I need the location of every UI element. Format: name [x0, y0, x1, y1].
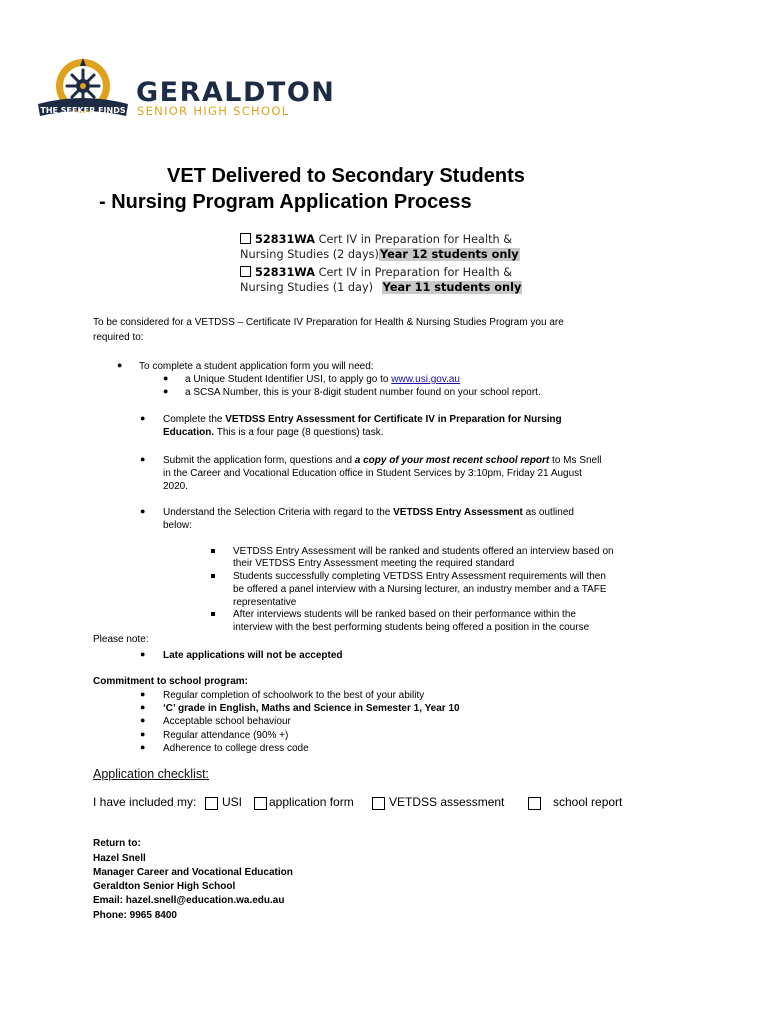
- note-item: Late applications will not be accepted: [163, 650, 343, 661]
- return-school: Geraldton Senior High School: [93, 881, 236, 892]
- usi-link[interactable]: www.usi.gov.au: [391, 374, 460, 385]
- bullet-icon: ●: [140, 454, 146, 464]
- criterion-1: VETDSS Entry Assessment will be ranked and students offered an interview based on: [233, 546, 614, 557]
- vetdss-assessment-checkbox[interactable]: [372, 797, 385, 810]
- step-3-line3: 2020.: [163, 481, 189, 492]
- usi-option-label: USI: [222, 795, 243, 809]
- step-2: Complete the VETDSS Entry Assessment for Certificate IV in Preparation for Nursing: [163, 414, 562, 425]
- criterion-3: After interviews students will be ranked based on their performance within the: [233, 609, 576, 620]
- bullet-icon: ●: [140, 649, 146, 659]
- commitment-item: Adherence to college dress code: [163, 743, 309, 754]
- bullet-icon: ●: [140, 689, 146, 699]
- bullet-icon: ●: [140, 506, 146, 516]
- vetdss-assessment-option-label: VETDSS assessment: [389, 795, 505, 809]
- step-4-line2: below:: [163, 520, 192, 531]
- bullet-icon: ●: [140, 715, 146, 725]
- criterion-1-line2: their VETDSS Entry Assessment meeting the required standard: [233, 558, 515, 569]
- bullet-icon: ●: [140, 742, 146, 752]
- step-1: To complete a student application form you will need:: [139, 361, 374, 372]
- intro-line1: To be considered for a VETDSS – Certificate IV Preparation for Health & Nursing Studies Program you are: [93, 317, 564, 328]
- bullet-icon: ●: [140, 702, 146, 712]
- usi-checkbox[interactable]: [205, 797, 218, 810]
- criterion-2-line2: be offered a panel interview with a Nursing lecturer, an industry member and a TAFE: [233, 584, 607, 595]
- step-2-line2: Education. This is a four page (8 questions) task.: [163, 427, 384, 438]
- return-role: Manager Career and Vocational Education: [93, 867, 293, 878]
- commitment-item: Acceptable school behaviour: [163, 716, 291, 727]
- checklist-prefix: I have included my:: [93, 795, 197, 809]
- return-label: Return to:: [93, 838, 141, 849]
- course-option-year12-line2: Nursing Studies (2 days)Year 12 students only: [240, 248, 519, 261]
- step-1b: a SCSA Number, this is your 8-digit student number found on your school report.: [185, 387, 541, 398]
- square-bullet-icon: [211, 612, 215, 616]
- school-report-checkbox[interactable]: [528, 797, 541, 810]
- commitment-item: Regular attendance (90% +): [163, 730, 289, 741]
- commitment-item: ‘C’ grade in English, Maths and Science in Semester 1, Year 10: [163, 703, 460, 714]
- step-1a: a Unique Student Identifier USI, to apply go to www.usi.gov.au: [185, 374, 460, 385]
- intro-line2: required to:: [93, 332, 144, 343]
- return-email[interactable]: Email: hazel.snell@education.wa.edu.au: [93, 895, 285, 906]
- school-logo: [36, 56, 131, 124]
- return-phone: Phone: 9965 8400: [93, 910, 177, 921]
- year11-highlight: Year 11 students only: [382, 281, 522, 294]
- application-form-checkbox[interactable]: [254, 797, 267, 810]
- commitment-heading: Commitment to school program:: [93, 676, 249, 687]
- step-4: Understand the Selection Criteria with regard to the VETDSS Entry Assessment as outlined: [163, 507, 574, 518]
- bullet-icon: ●: [163, 386, 169, 396]
- bullet-icon: ●: [163, 373, 169, 383]
- page-title-line1: VET Delivered to Secondary Students: [167, 165, 525, 187]
- page-title-line2: - Nursing Program Application Process: [99, 191, 472, 213]
- course-option-year12: 52831WA Cert IV in Preparation for Health &: [240, 233, 512, 247]
- year12-highlight: Year 12 students only: [379, 248, 519, 261]
- criterion-3-line2: interview with the best performing students being offered a position in the course: [233, 622, 590, 633]
- school-name: GERALDTON: [136, 77, 336, 108]
- bullet-icon: ●: [117, 360, 123, 370]
- course-option-year11: 52831WA Cert IV in Preparation for Health &: [240, 266, 512, 280]
- logo-motto: THE SEEKER FINDS: [40, 106, 126, 115]
- note-label: Please note:: [93, 634, 149, 645]
- criterion-2-line3: representative: [233, 597, 297, 608]
- school-subtitle: SENIOR HIGH SCHOOL: [137, 104, 290, 118]
- square-bullet-icon: [211, 549, 215, 553]
- step-3-line2: in the Career and Vocational Education office in Student Services by 3:10pm, Friday 21 August: [163, 468, 582, 479]
- commitment-item: Regular completion of schoolwork to the best of your ability: [163, 690, 425, 701]
- checkbox-icon[interactable]: [240, 233, 251, 244]
- checklist-heading: Application checklist:: [93, 767, 210, 781]
- square-bullet-icon: [211, 574, 215, 578]
- criterion-2: Students successfully completing VETDSS Entry Assessment requirements will then: [233, 571, 606, 582]
- checkbox-icon[interactable]: [240, 266, 251, 277]
- application-form-option-label: application form: [269, 795, 354, 809]
- course-option-year11-line2: Nursing Studies (1 day) Year 11 students only: [240, 281, 522, 294]
- return-name: Hazel Snell: [93, 853, 146, 864]
- step-3: Submit the application form, questions and a copy of your most recent school report to Ms Snell: [163, 455, 602, 466]
- school-report-option-label: school report: [553, 795, 623, 809]
- bullet-icon: ●: [140, 729, 146, 739]
- bullet-icon: ●: [140, 413, 146, 423]
